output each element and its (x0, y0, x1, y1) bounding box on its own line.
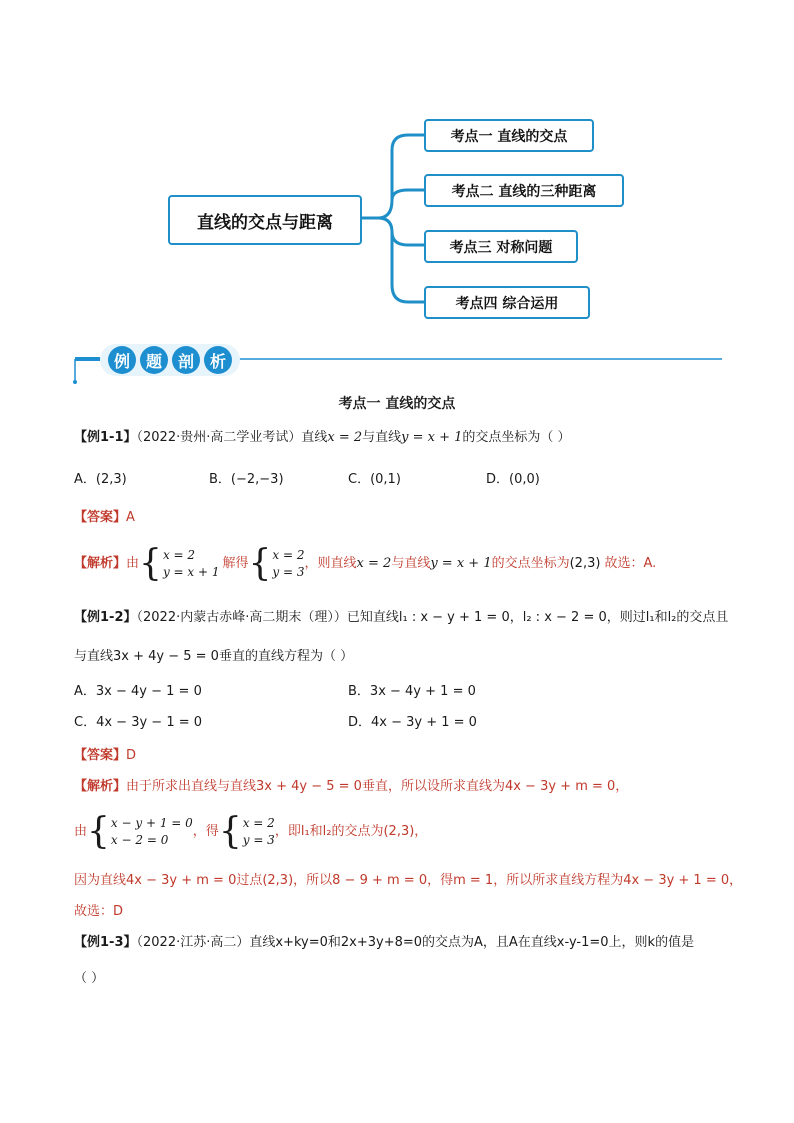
analysis-text: 由 (126, 556, 140, 571)
option-d: D．(0,0) (486, 472, 540, 487)
stem-text: 已知直线l₁ : x − y + 1 = 0，l₂ : x − 2 = 0，则过l₁和l₂的交点且 (346, 610, 729, 625)
analysis-1-2-line4: 故选：D (74, 904, 124, 919)
equation: y = x + 1 (430, 556, 492, 571)
equation-row: y = 3 (272, 565, 305, 579)
banner-char-1: 例 (108, 346, 136, 374)
option-b: B．3x − 4y + 1 = 0 (348, 684, 476, 699)
example-1-1-stem (74, 429, 571, 447)
example-1-2-stem-line1 (74, 609, 728, 627)
analysis-1-1 (74, 545, 656, 583)
mindmap-branch-2: 考点二 直线的三种距离 (424, 174, 624, 207)
analysis-text: 由 (74, 824, 88, 839)
equation: x = 2 (356, 556, 392, 571)
stem-text: 直线 (301, 430, 328, 445)
mindmap-branch-4: 考点四 综合运用 (424, 286, 590, 319)
analysis-text: 故选：A. (604, 556, 657, 571)
banner-char-2: 题 (140, 346, 168, 374)
equation-row: x = 2 (242, 816, 275, 830)
analysis-tag: 【解析】 (74, 779, 127, 794)
example-1-3-stem-line2: （ ） (74, 971, 105, 986)
option-a: A．(2,3) (74, 472, 127, 487)
mindmap-branch-1: 考点一 直线的交点 (424, 119, 594, 152)
equation-row: y = x + 1 (162, 565, 220, 579)
example-tag: 【例1-1】 (74, 430, 137, 445)
example-tag: 【例1-2】 (74, 610, 137, 625)
analysis-text: ，得 (192, 824, 219, 839)
analysis-1-2-line2 (74, 813, 427, 851)
analysis-text: ，即l₁和l₂的交点为(2,3)， (274, 824, 428, 839)
point: (2,3) (569, 556, 601, 571)
mindmap-connectors (0, 0, 794, 340)
analysis-text: 由于所求出直线与直线3x + 4y − 5 = 0垂直，所以设所求直线为4x − 3y + m = 0， (126, 779, 629, 794)
equation-row: y = 3 (242, 833, 275, 847)
banner-char-3: 剖 (172, 346, 200, 374)
section-title: 考点一 直线的交点 (338, 396, 456, 412)
answer-1-1 (74, 509, 135, 527)
analysis-text: 解得 (222, 556, 249, 571)
option-d: D．4x − 3y + 1 = 0 (348, 715, 477, 730)
example-tag: 【例1-3】 (74, 935, 137, 950)
option-c: C．4x − 3y − 1 = 0 (74, 715, 203, 730)
equation-system: { x = 2 y = 3 (218, 811, 275, 852)
example-source: （2022·贵州·高二学业考试） (136, 430, 302, 445)
equation: x = 2 (327, 430, 363, 445)
equation-system: { x = 2 y = x + 1 (139, 543, 220, 584)
example-source: （2022·内蒙古赤峰·高二期末（理）） (136, 610, 347, 625)
stem-text: 与直线 (362, 430, 402, 445)
example-source: （2022·江苏·高二） (136, 935, 250, 950)
analysis-text: 的交点坐标为 (491, 556, 570, 571)
answer-value: A (126, 510, 135, 525)
equation: y = x + 1 (401, 430, 463, 445)
banner-char-4: 析 (204, 346, 232, 374)
analysis-tag: 【解析】 (74, 556, 127, 571)
option-c: C．(0,1) (348, 472, 401, 487)
analysis-1-2-line1 (74, 778, 628, 796)
example-1-3-stem-line1 (74, 934, 694, 952)
stem-text: 的交点坐标为（ ） (462, 430, 571, 445)
option-a: A．3x − 4y − 1 = 0 (74, 684, 202, 699)
answer-tag: 【答案】 (74, 510, 127, 525)
stem-text: 直线x+ky=0和2x+3y+8=0的交点为A，且A在直线x-y-1=0上，则k的值是 (249, 935, 695, 950)
option-b: B．(−2,−3) (209, 472, 284, 487)
mindmap-branch-3: 考点三 对称问题 (424, 230, 578, 263)
equation-row: x = 2 (162, 548, 196, 562)
analysis-1-2-line3: 因为直线4x − 3y + m = 0过点(2,3)，所以8 − 9 + m = 0，得m = 1，所以所求直线方程为4x − 3y + 1 = 0， (74, 873, 743, 888)
answer-value: D (126, 748, 137, 763)
equation-system: { x = 2 y = 3 (248, 543, 305, 584)
answer-tag: 【答案】 (74, 748, 127, 763)
mindmap-root: 直线的交点与距离 (168, 195, 362, 245)
equation-row: x − 2 = 0 (110, 833, 169, 847)
analysis-text: ，则直线 (304, 556, 357, 571)
example-1-2-stem-line2: 与直线3x + 4y − 5 = 0垂直的直线方程为（ ） (74, 649, 354, 664)
equation-row: x = 2 (272, 548, 305, 562)
answer-1-2 (74, 747, 136, 765)
equation-row: x − y + 1 = 0 (110, 816, 193, 830)
equation-system: { x − y + 1 = 0 x − 2 = 0 (87, 811, 193, 852)
analysis-text: 与直线 (391, 556, 431, 571)
